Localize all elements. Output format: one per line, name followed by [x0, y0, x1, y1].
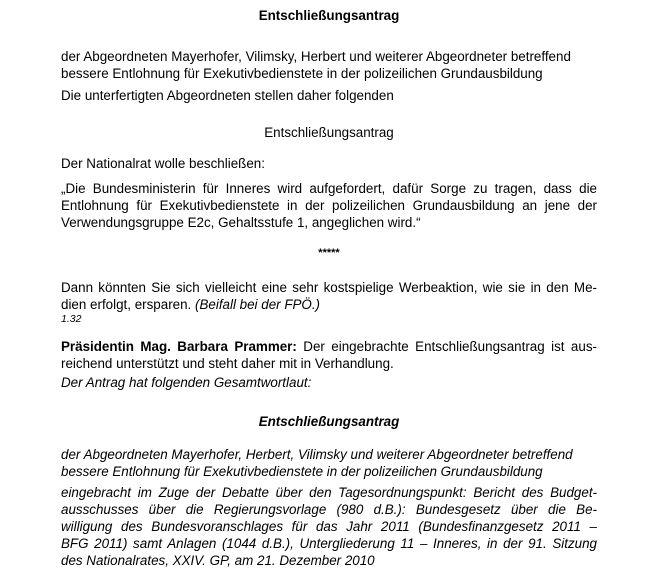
text-line: bessere Entlohnung für Exekutivbedienstete in der polizeilichen Grundausbildung	[61, 464, 543, 479]
document-title: Entschließungsantrag	[258, 8, 400, 23]
speech-text: dien erfolgt, ersparen.	[61, 297, 192, 312]
text-line: der Abgeordneten Mayerhofer, Herbert, Vilimsky und weiterer Abgeordneter betreffend	[61, 447, 573, 462]
text-line: eingebracht im Zuge der Debatte über den Tagesordnungspunkt: Bericht des Budget-	[61, 485, 597, 500]
text-line: Verwendungsgruppe E2c, Gehaltsstufe 1, angeglichen wird.“	[61, 215, 421, 230]
text-line: BFG 2011) samt Anlagen (1044 d.B.), Untergliederung 11 – Inneres, in der 91. Sitzung	[61, 536, 597, 551]
text-line: ausschusses über die Regierungsvorlage (980 d.B.): Bundesgesetz über die Be-	[61, 502, 597, 517]
text-line: reichend unterstützt und steht daher mit in Verhandlung.	[61, 356, 394, 371]
timestamp: 1.32	[61, 313, 82, 325]
text-line: Dann könnten Sie sich vielleicht eine sehr kostspielige Werbeaktion, wie sie in den Me-	[61, 280, 597, 295]
intro-paragraph: Die unterfertigten Abgeordneten stellen daher folgenden	[61, 88, 394, 103]
motion-sponsors-paragraph-italic	[61, 446, 597, 480]
text-line: willigung des Bundesvoranschlages für das Jahr 2011 (Bundesfinanzgesetz 2011 –	[61, 519, 597, 534]
speech-paragraph	[61, 279, 597, 313]
text-line	[61, 338, 597, 355]
text-line	[61, 296, 597, 313]
wording-intro: Der Antrag hat folgenden Gesamtwortlaut:	[61, 375, 312, 390]
resolution-intro: Der Nationalrat wolle beschließen:	[61, 156, 265, 171]
text-line: des Nationalrates, XXIV. GP, am 21. Dezember 2010	[61, 553, 375, 568]
section-separator: *****	[318, 247, 340, 259]
debate-context-paragraph	[61, 484, 597, 569]
text-line: der Abgeordneten Mayerhofer, Vilimsky, Herbert und weiterer Abgeordneter betreffend	[61, 49, 571, 64]
text-line: „Die Bundesministerin für Inneres wird aufgefordert, dafür Sorge zu tragen, dass die	[61, 181, 597, 196]
statement-text: Der eingebrachte Entschließungsantrag ist aus-	[303, 339, 597, 354]
motion-sponsors-paragraph	[61, 48, 597, 82]
text-line: bessere Entlohnung für Exekutivbedienstete in der polizeilichen Grundausbildung	[61, 66, 543, 81]
applause-note: (Beifall bei der FPÖ.)	[195, 297, 321, 312]
motion-heading: Entschließungsantrag	[264, 125, 394, 140]
speaker-name: Präsidentin Mag. Barbara Prammer:	[61, 339, 297, 354]
president-statement	[61, 338, 597, 372]
resolution-quote	[61, 180, 597, 231]
text-line: Entlohnung für Exekutivbedienstete in der polizeilichen Grundausbildung an jene der	[61, 198, 597, 213]
motion-heading-italic: Entschließungsantrag	[258, 414, 400, 429]
